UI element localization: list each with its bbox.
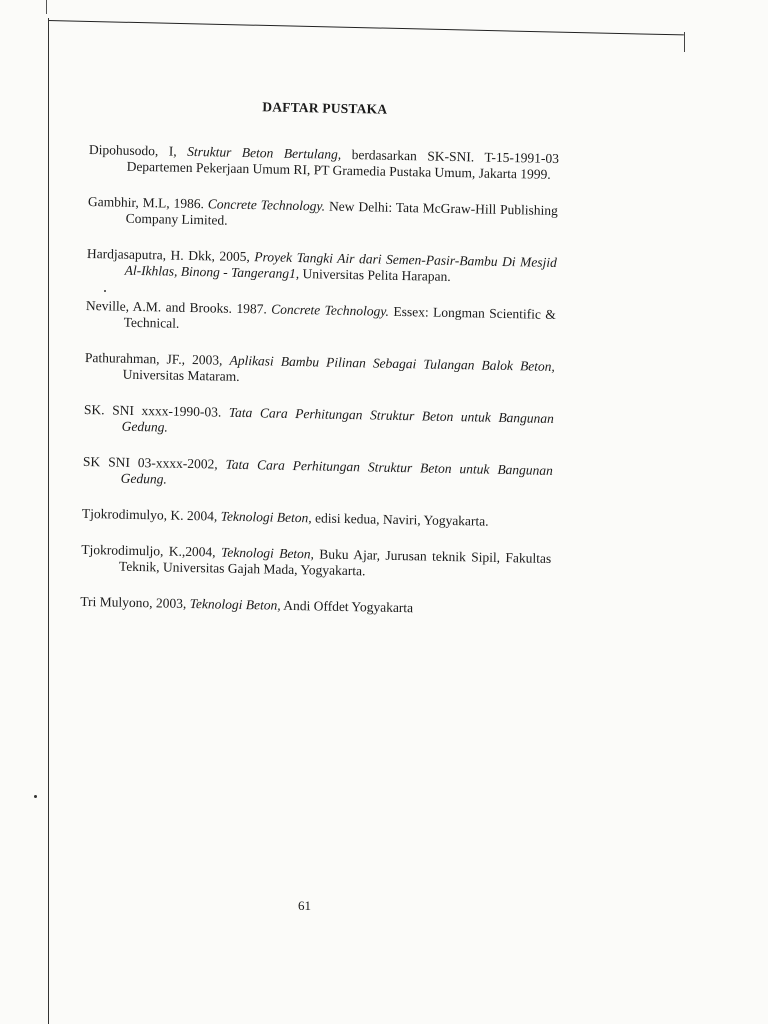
reference-title: Teknologi Beton,: [189, 596, 281, 613]
reference-prefix: SK. SNI xxxx-1990-03.: [83, 401, 230, 420]
reference-item: [87, 246, 558, 287]
reference-title: Struktur Beton Bertulang,: [187, 143, 342, 162]
reference-title: Proyek Tangki Air dari Semen-Pasir-Bambu Di Mesjid Al-Ikhlas, Binong - Tangerang1,: [124, 249, 558, 282]
reference-title: Tata Cara Perhitungan Struktur Beton untuk Bangunan Gedung.: [120, 456, 554, 487]
reference-suffix: edisi kedua, Naviri, Yogyakarta.: [311, 510, 489, 529]
reference-prefix: Dipohusodo, I,: [88, 141, 188, 159]
reference-prefix: Tjokrodimulyo, K. 2004,: [81, 505, 221, 524]
reference-suffix: Essex: Longman Scientific & Technical.: [123, 303, 557, 331]
reference-list: [80, 142, 559, 619]
scan-speck: [34, 795, 37, 798]
reference-prefix: Tjokrodimuljo, K.,2004,: [81, 541, 222, 560]
reference-suffix: Universitas Mataram.: [122, 366, 240, 384]
reference-title: Aplikasi Bambu Pilinan Sebagai Tulangan Balok Beton,: [229, 352, 556, 374]
page-heading: DAFTAR PUSTAKA: [262, 99, 388, 117]
reference-suffix: berdasarkan SK-SNI. T-15-1991-03 Departemen Pekerjaan Umum RI, PT Gramedia Pustaka Umum, Jakarta 1999.: [126, 146, 560, 182]
scan-edge-right: [684, 32, 685, 52]
reference-item: [85, 350, 556, 391]
scan-edge-top: [48, 20, 684, 35]
reference-item: [82, 506, 552, 531]
reference-item: [86, 298, 557, 339]
scan-edge-left: [48, 18, 49, 1024]
reference-prefix: Tri Mulyono, 2003,: [80, 593, 190, 612]
reference-suffix: New Delhi: Tata McGraw-Hill Publishing Company Limited.: [125, 198, 559, 228]
reference-title: Concrete Technology.: [207, 196, 326, 214]
reference-title: Tata Cara Perhitungan Struktur Beton untuk Bangunan Gedung.: [121, 404, 555, 435]
page-content: [80, 96, 560, 639]
reference-prefix: Gambhir, M.L, 1986.: [87, 193, 209, 212]
reference-prefix: Pathurahman, JF., 2003,: [84, 349, 230, 368]
scan-corner-mark: [46, 0, 47, 14]
reference-prefix: SK SNI 03-xxxx-2002,: [82, 453, 226, 472]
scan-speck: [104, 290, 106, 292]
reference-prefix: Neville, A.M. and Brooks. 1987.: [85, 297, 272, 317]
reference-item: [89, 142, 560, 183]
reference-item: [81, 542, 552, 583]
reference-title: Concrete Technology.: [271, 301, 390, 319]
reference-title: Teknologi Beton,: [220, 544, 315, 562]
reference-item: [84, 402, 555, 443]
reference-suffix: Andi Offdet Yogyakarta: [280, 597, 414, 616]
reference-item: [83, 454, 554, 495]
reference-suffix: Buku Ajar, Jurusan teknik Sipil, Fakultas Teknik, Universitas Gajah Mada, Yogyakarta.: [118, 546, 552, 579]
reference-item: [80, 594, 550, 619]
reference-suffix: Universitas Pelita Harapan.: [299, 266, 451, 284]
reference-title: Teknologi Beton,: [220, 508, 312, 526]
reference-item: [88, 194, 559, 235]
reference-prefix: Hardjasaputra, H. Dkk, 2005,: [86, 245, 255, 265]
page-number: 61: [298, 898, 311, 913]
